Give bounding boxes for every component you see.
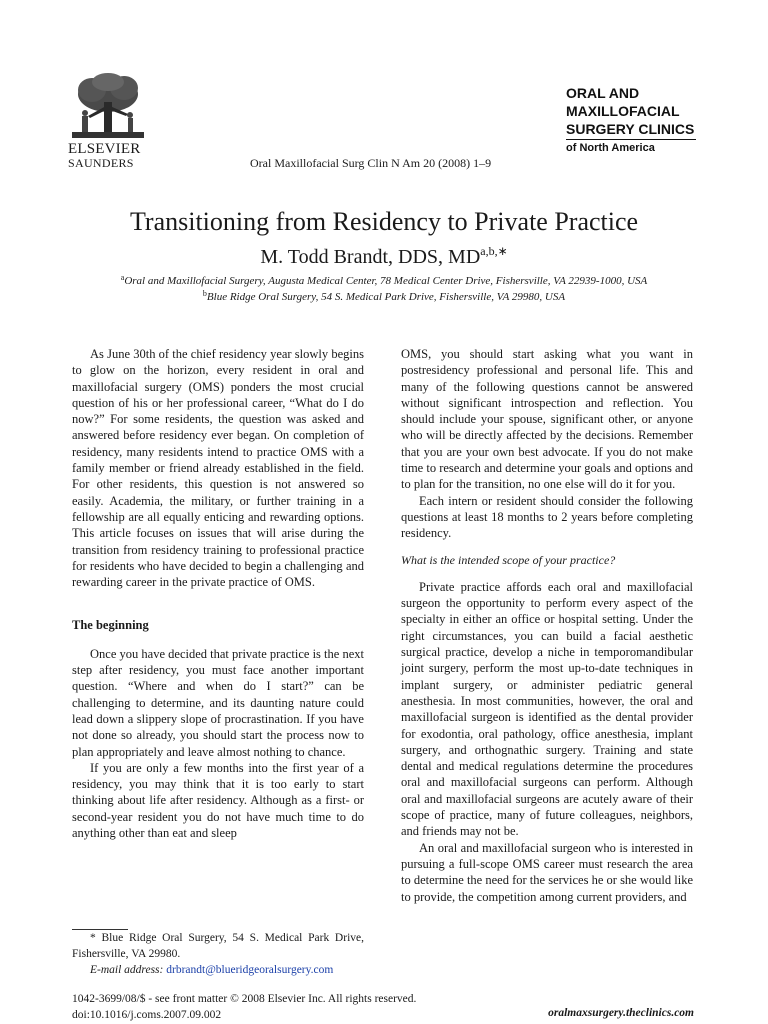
corresponding-author-footnote: [72, 930, 364, 978]
publisher-logo: [68, 72, 148, 170]
author-name: M. Todd Brandt, DDS, MD: [260, 246, 481, 268]
affiliation-a-mark: a: [120, 273, 125, 282]
journal-title-line-2: MAXILLOFACIAL: [566, 103, 680, 119]
journal-citation: Oral Maxillofacial Surg Clin N Am 20 (2008) 1–9: [250, 156, 492, 170]
footnote-address: * Blue Ridge Oral Surgery, 54 S. Medical Park Drive, Fishersville, VA 29980.: [72, 932, 364, 960]
body-paragraph: Each intern or resident should consider the following questions at least 18 months to 2 years before completing residency.: [401, 493, 693, 541]
journal-title-line-3: SURGERY CLINICS: [566, 121, 695, 137]
email-label: E-mail address:: [90, 964, 164, 976]
doi-line: doi:10.1016/j.coms.2007.09.002: [72, 1009, 222, 1021]
affiliation-a-text: Oral and Maxillofacial Surgery, Augusta Medical Center, 78 Medical Center Drive, Fishersville, VA 22939-1000, USA: [124, 275, 648, 287]
footer-rights: [72, 991, 416, 1023]
affiliation-a: [0, 273, 768, 287]
publisher-imprint: SAUNDERS: [68, 156, 134, 170]
affiliation-b: [0, 289, 768, 303]
elsevier-tree-icon: [68, 72, 148, 140]
body-paragraph: An oral and maxillofacial surgeon who is interested in pursuing a full-scope OMS career must research the area to determine the need for the services he or she would like to provide, the competition among current providers, and: [401, 840, 693, 904]
journal-website-link[interactable]: oralmaxsurgery.theclinics.com: [548, 1007, 694, 1019]
body-paragraph: Once you have decided that private practice is the next step after residency, you must face another important question. “Where and when do I start?” can be challenging to determine, and its daunting nature could lead down a slippery slope of procrastination. If you have not done so already, you should start the process now to plan appropriately and leave almost nothing to chance.: [72, 646, 364, 759]
issn-line: 1042-3699/08/$ - see front matter © 2008 Elsevier Inc. All rights reserved.: [72, 993, 417, 1005]
article-title: Transitioning from Residency to Private Practice: [129, 207, 639, 236]
footnote-email-line: [72, 962, 364, 978]
author-affiliation-marks: a,b,∗: [480, 244, 508, 258]
section-heading-beginning: The beginning: [72, 618, 149, 633]
body-paragraph: If you are only a few months into the first year of a residency, you may think that it is too early to start thinking about life after residency. Although as a first- or second-year resident you do not have much time to do anything other than eat and sleep: [72, 760, 364, 841]
article-author: [0, 244, 768, 269]
subsection-heading-scope: What is the intended scope of your practice?: [401, 552, 616, 567]
publisher-name: ELSEVIER: [68, 141, 141, 157]
journal-title-line-4: of North America: [566, 139, 696, 155]
body-paragraph: OMS, you should start asking what you want in postresidency professional and personal life. This and many of the following questions cannot be answered without significant introspection and reflection. You should include your spouse, significant other, or anyone who will be directly affected by the decisions. Remember that you are your own best advocate. If you do not make time to research and determine your goals and options and to plan for the transition, no one else will do it for you.: [401, 347, 693, 492]
affiliation-b-text: Blue Ridge Oral Surgery, 54 S. Medical Park Drive, Fishersville, VA 29980, USA: [206, 291, 566, 303]
email-link[interactable]: drbrandt@blueridgeoralsurgery.com: [166, 964, 334, 976]
journal-title-block: [566, 84, 696, 155]
affiliation-b-mark: b: [202, 289, 207, 298]
intro-paragraph: As June 30th of the chief residency year slowly begins to glow on the horizon, every resident in oral and maxillofacial surgery (OMS) ponders the most crucial question of his or her professional career, “What do I do now?” For some residents, the question was asked and answered before residency ever began. On completion of residency, many residents intend to practice OMS with a family member or friend already established in the field. For other residents, this question is not answered so easily. Academia, the military, or further training in a fellowship are all equally enticing and rewarding options. This article focuses on issues that will arise during the transition from residency training to professional practice for residents who have decided to begin a challenging and rewarding career in the private practice of OMS.: [72, 347, 364, 590]
page-header: [0, 0, 768, 200]
body-paragraph: Private practice affords each oral and maxillofacial surgeon the opportunity to perform every aspect of the specialty in either an office or hospital setting. Under the right circumstances, you can build a facial aesthetic surgical practice, develop a niche in temporomandibular joint surgery, perform the most up-to-date techniques in implant surgery, or administer pediatric general anesthesia. In most communities, however, the oral and maxillofacial surgeon is identified as the dental provider for exodontia, oral pathology, office anesthesia, implant surgery, and orthognathic surgery. Training and state dental and medical regulations determine the procedures oral and maxillofacial surgeons can perform. Although oral and maxillofacial surgeons are acutely aware of their scope of practice, many of future colleagues, neighbors, and friends may not be.: [401, 579, 693, 839]
left-column: [72, 346, 364, 841]
journal-title-line-1: ORAL AND: [566, 85, 640, 101]
right-column: [401, 346, 693, 905]
